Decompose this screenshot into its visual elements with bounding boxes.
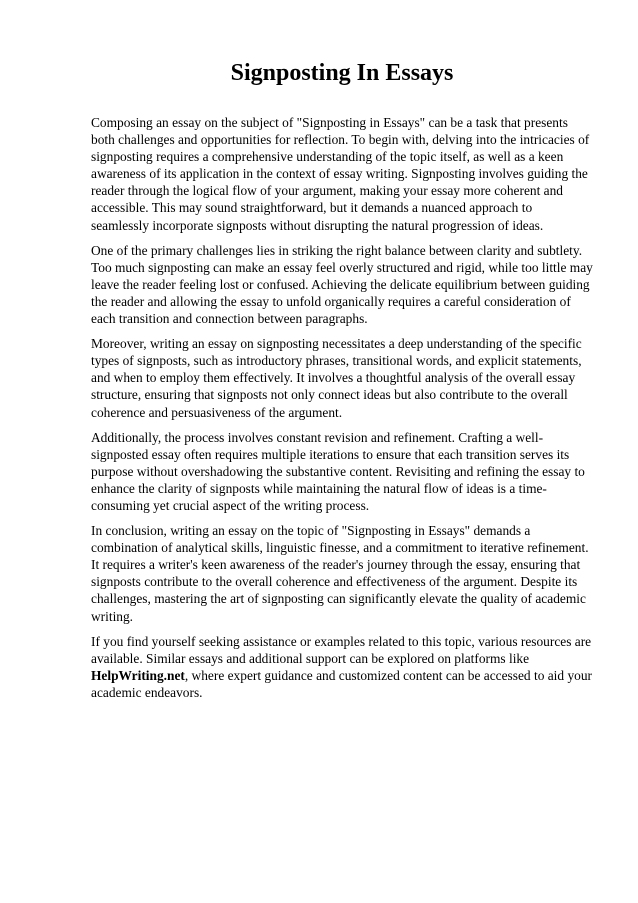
brand-link[interactable]: HelpWriting.net bbox=[91, 667, 185, 683]
paragraph-balance: One of the primary challenges lies in striking the right balance between clarity and subtlety. Too much signposting can make an essay feel overly structured and rigid, while too little may leave the reader feeling lost or confused. Achieving the delicate equilibrium between guiding the reader and allowing the essay to unfold organically requires a careful consideration of each transition and connection between paragraphs. bbox=[91, 242, 593, 327]
page-title: Signposting In Essays bbox=[230, 60, 454, 86]
paragraph-types: Moreover, writing an essay on signposting necessitates a deep understanding of the specific types of signposts, such as introductory phrases, transitional words, and explicit statements, and when to employ them effectively. It involves a thoughtful analysis of the overall essay structure, ensuring that signposts not only connect ideas but also contribute to the overall coherence and persuasiveness of the argument. bbox=[91, 336, 582, 420]
closing-text-before: If you find yourself seeking assistance or examples related to this topic, various resources are available. Similar essays and additional support can be explored on platforms like bbox=[91, 633, 592, 666]
paragraph-intro: Composing an essay on the subject of "Signposting in Essays" can be a task that presents both challenges and opportunities for reflection. To begin with, delving into the intricacies of signposting requires a comprehensive understanding of the topic itself, as well as a keen awareness of its application in the context of essay writing. Signposting involves guiding the reader through the logical flow of your argument, making your essay more coherent and accessible. This may sound straightforward, but it demands a nuanced approach to seamlessly incorporate signposts without disrupting the natural progression of ideas. bbox=[91, 115, 590, 233]
paragraph-revision: Additionally, the process involves constant revision and refinement. Crafting a well-signposted essay often requires multiple iterations to ensure that each transition serves its purpose without overshadowing the substantive content. Revisiting and refining the essay to enhance the clarity of signposts while maintaining the natural flow of ideas is a time-consuming yet crucial aspect of the writing process. bbox=[91, 429, 585, 513]
paragraph-closing bbox=[91, 633, 593, 701]
document-content bbox=[91, 58, 593, 709]
paragraph-conclusion: In conclusion, writing an essay on the topic of "Signposting in Essays" demands a combination of analytical skills, linguistic finesse, and a commitment to iterative refinement. It requires a writer's keen awareness of the reader's journey through the essay, ensuring that signposts contribute to the overall coherence and effectiveness of the argument. Despite its challenges, mastering the art of signposting can significantly elevate the quality of academic writing. bbox=[91, 523, 589, 624]
closing-text-after: , where expert guidance and customized content can be accessed to aid your academic endeavors. bbox=[91, 667, 592, 700]
